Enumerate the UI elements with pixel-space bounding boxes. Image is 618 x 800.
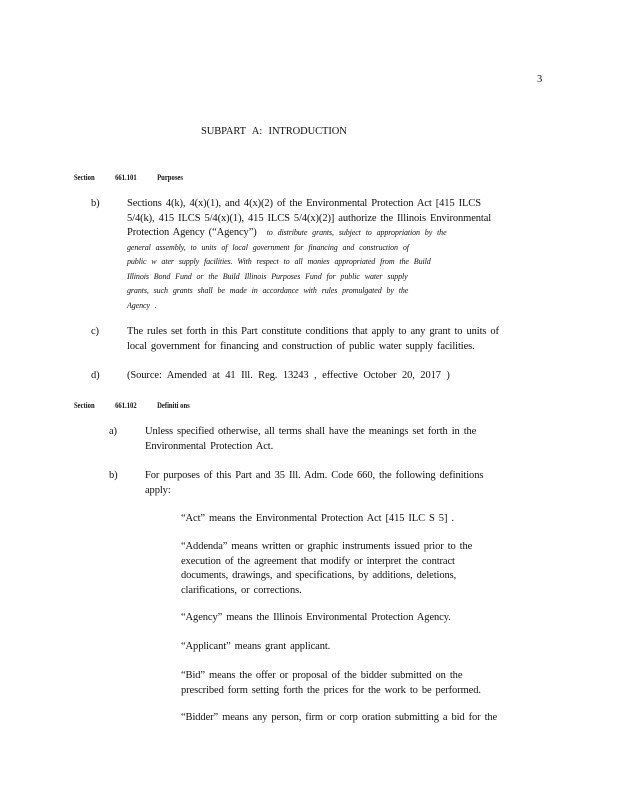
source-note: (Source: Amended at 41 Ill. Reg. 13243 , effective October 20, 2017 ) [127, 370, 450, 381]
italic-line: Agency . [127, 300, 157, 310]
definition-line: prescribed form setting forth the prices for the work to be performed. [181, 684, 481, 696]
item-b-paragraph [127, 197, 532, 313]
item-c-paragraph [127, 325, 532, 354]
section-102-heading [74, 399, 190, 411]
paragraph-line: apply: [145, 484, 171, 496]
definition-line: “Applicant” means grant applicant. [181, 641, 331, 652]
definition-applicant [181, 640, 521, 655]
item-marker: c) [91, 326, 99, 337]
italic-line: public w ater supply facilities. With respect to all monies appropriated from the Build [127, 257, 431, 266]
section-number: 661.101 [115, 172, 137, 182]
item-marker: d) [91, 370, 100, 381]
italic-line: Illinois Bond Fund or the Build Illinois Purposes Fund for public water supply [127, 271, 408, 281]
section-title: Definiti ons [157, 400, 190, 410]
paragraph-line: For purposes of this Part and 35 Ill. Adm. Code 660, the following definitions [145, 470, 484, 481]
paragraph-line: The rules set forth in this Part constitute conditions that apply to any grant to units of [127, 326, 499, 337]
italic-text: to distribute grants, subject to appropriation by the [266, 228, 447, 237]
italic-line: general assembly, to units of local government for financing and construction of [127, 242, 409, 252]
italic-line: grants, such grants shall be made in accordance with rules promulgated by the [127, 286, 409, 295]
definition-line: execution of the agreement that modify or interpret the contract [181, 555, 455, 567]
definition-bidder [181, 711, 526, 726]
item-marker: b) [91, 198, 100, 209]
paragraph-text: Protection Agency (“Agency”) [127, 227, 257, 238]
section-number: 661.102 [115, 400, 137, 410]
definition-line: clarifications, or corrections. [181, 584, 302, 596]
definition-act [181, 512, 521, 527]
definition-line: “Bidder” means any person, firm or corp oration submitting a bid for the [181, 712, 498, 723]
item-b2-paragraph [145, 469, 515, 498]
definition-line: “Bid” means the offer or proposal of the bidder submitted on the [181, 670, 463, 681]
definition-addenda [181, 540, 521, 598]
item-marker: b) [109, 470, 118, 481]
section-101-heading [74, 171, 183, 183]
paragraph-line [127, 226, 532, 241]
paragraph-line: Environmental Protection Act. [145, 440, 274, 452]
paragraph-line: local government for financing and construction of public water supply facilities. [127, 340, 475, 352]
section-label: Section [74, 400, 95, 410]
definition-line: documents, drawings, and specifications, by additions, deletions, [181, 570, 457, 581]
definition-bid [181, 669, 521, 698]
definition-line: “Addenda” means written or graphic instruments issued prior to the [181, 541, 473, 552]
item-marker: a) [109, 426, 117, 437]
definition-line: “Act” means the Environmental Protection Act [415 ILC S 5] . [181, 513, 454, 524]
definition-agency [181, 611, 521, 626]
page-number: 3 [537, 74, 543, 85]
item-a-paragraph [145, 425, 515, 454]
definition-line: “Agency” means the Illinois Environmental Protection Agency. [181, 612, 451, 623]
section-title: Purposes [157, 172, 183, 182]
paragraph-line: 5/4(k), 415 ILCS 5/4(x)(1), 415 ILCS 5/4(x)(2)] authorize the Illinois Environmental [127, 212, 492, 224]
section-label: Section [74, 172, 95, 182]
subpart-heading: SUBPART A: INTRODUCTION [201, 126, 347, 137]
paragraph-line: Sections 4(k), 4(x)(1), and 4(x)(2) of the Environmental Protection Act [415 ILCS [127, 198, 481, 209]
paragraph-line: Unless specified otherwise, all terms shall have the meanings set forth in the [145, 426, 477, 437]
